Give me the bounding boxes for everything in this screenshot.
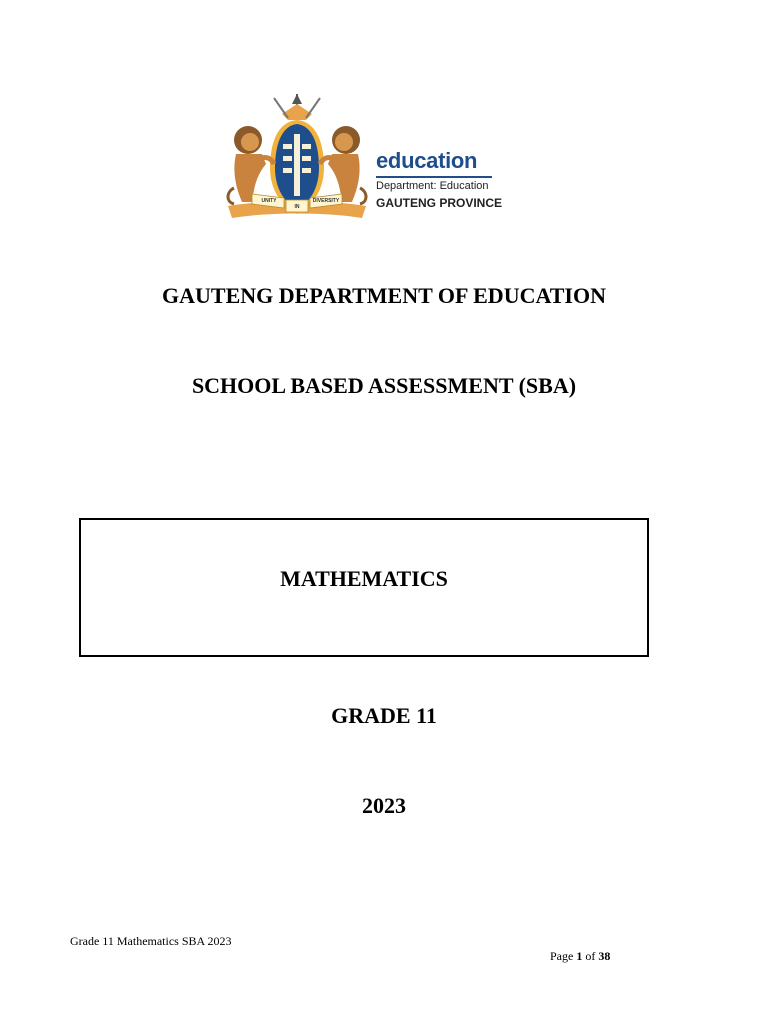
assessment-title: SCHOOL BASED ASSESSMENT (SBA)	[191, 373, 577, 398]
brand-province: GAUTENG PROVINCE	[376, 196, 503, 210]
year-title: 2023	[362, 793, 406, 818]
banner-right-text: DIVERSITY	[312, 198, 340, 204]
brand-divider	[376, 176, 492, 178]
page-current: 1	[576, 949, 583, 963]
brand-word: education	[376, 148, 478, 173]
page-number	[550, 949, 610, 964]
brand-department: Department: Education	[376, 180, 489, 192]
grade-title: GRADE 11	[331, 703, 437, 728]
page-word: Page	[550, 949, 574, 963]
subject-box	[79, 518, 649, 657]
department-title: GAUTENG DEPARTMENT OF EDUCATION	[162, 283, 606, 308]
banner-mid-text: IN	[294, 204, 300, 210]
page-of: of	[585, 949, 596, 963]
footer-document-name: Grade 11 Mathematics SBA 2023	[70, 934, 232, 948]
gauteng-education-logo	[222, 92, 502, 224]
banner-left-text: UNITY	[261, 198, 277, 204]
subject-title: MATHEMATICS	[280, 566, 448, 591]
page-total: 38	[598, 949, 611, 963]
